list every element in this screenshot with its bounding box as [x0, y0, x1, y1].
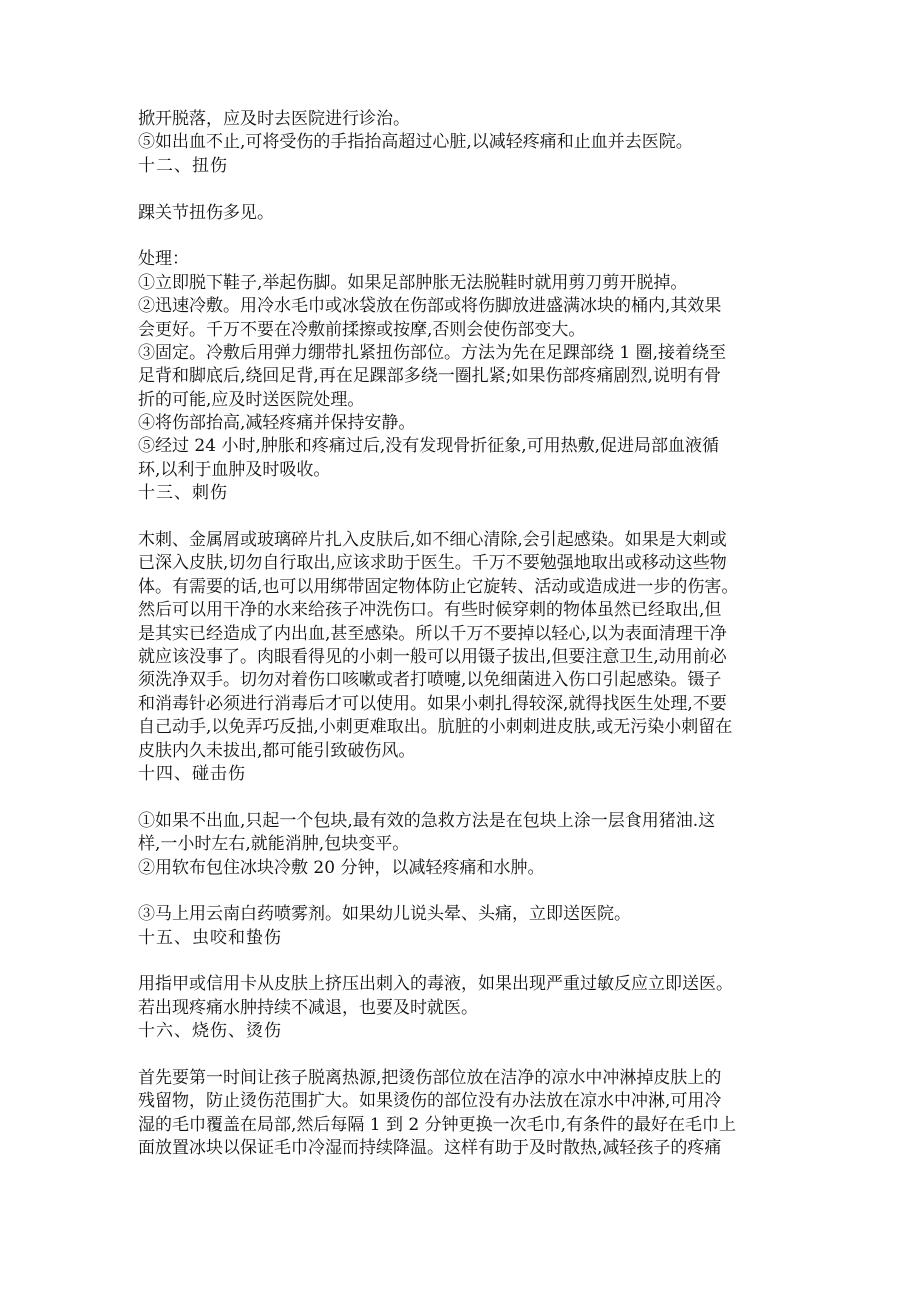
blank-line: [138, 950, 788, 973]
text-line: 和消毒针必须进行消毒后才可以使用。如果小刺扎得较深,就得找医生处理,不要: [138, 693, 727, 714]
text-line: 足背和脚底后,绕回足背,再在足踝部多绕一圈扎紧;如果伤部疼痛剧烈,说明有骨: [138, 366, 721, 387]
section-heading-sprain: 十二、扭伤: [138, 155, 228, 176]
text-line: 环,以利于血肿及时吸收。: [138, 459, 331, 480]
text-line: 样,一小时左右,就能消肿,包块变平。: [138, 834, 410, 855]
text-line: 掀开脱落，应及时去医院进行诊治。: [138, 109, 410, 129]
text-line: 湿的毛巾覆盖在局部,然后每隔 1 到 2 分钟更换一次毛巾,有条件的最好在毛巾上: [138, 1114, 737, 1135]
text-line: ⑤如出血不止,可将受伤的手指抬高超过心脏,以减轻疼痛和止血并去医院。: [138, 132, 693, 153]
blank-line: [138, 786, 788, 809]
section-heading-puncture: 十三、刺伤: [138, 483, 228, 504]
text-line: ③固定。冷敷后用弹力绷带扎紧扭伤部位。方法为先在足踝部绕 1 圈,接着绕至: [138, 342, 727, 363]
text-line: 然后可以用干净的水来给孩子冲洗伤口。有些时候穿刺的物体虽然已经取出,但: [138, 600, 722, 621]
text-line: 残留物，防止烫伤范围扩大。如果烫伤的部位没有办法放在凉水中冲淋,可用冷: [138, 1091, 722, 1112]
text-line: 木刺、金属屑或玻璃碎片扎入皮肤后,如不细心清除,会引起感染。如果是大刺或: [138, 530, 727, 551]
text-line: 是其实已经造成了内出血,甚至感染。所以千万不要掉以轻心,以为表面清理干净: [138, 623, 727, 644]
text-line: 自己动手,以免弄巧反拙,小刺更难取出。肮脏的小刺刺进皮肤,或无污染小刺留在: [138, 717, 733, 738]
section-heading-bump: 十四、碰击伤: [138, 763, 246, 784]
text-line: ②迅速冷敷。用冷水毛巾或冰袋放在伤部或将伤脚放进盛满冰块的桶内,其效果: [138, 296, 722, 317]
blank-line: [138, 178, 788, 201]
blank-line: [138, 1044, 788, 1067]
text-line: ①如果不出血,只起一个包块,最有效的急救方法是在包块上涂一层食用猪油.这: [138, 810, 716, 831]
text-line: ④将伤部抬高,减轻疼痛并保持安静。: [138, 413, 416, 434]
text-line: 体。有需要的话,也可以用绑带固定物体防止它旋转、活动或造成进一步的伤害。: [138, 576, 739, 597]
text-line: 若出现疼痛水肿持续不减退，也要及时就医。: [138, 997, 478, 1018]
document-page: [138, 108, 788, 1161]
text-line: 首先要第一时间让孩子脱离热源,把烫伤部位放在洁净的凉水中冲淋掉皮肤上的: [138, 1068, 722, 1089]
section-heading-bite: 十五、虫咬和蛰伤: [138, 927, 282, 948]
text-line: ⑤经过 24 小时,肿胀和疼痛过后,没有发现骨折征象,可用热敷,促进局部血液循: [138, 436, 720, 457]
section-heading-burn: 十六、烧伤、烫伤: [138, 1021, 282, 1042]
text-line: 就应该没事了。肉眼看得见的小刺一般可以用镊子拔出,但要注意卫生,动用前必: [138, 646, 727, 667]
blank-line: [138, 225, 788, 248]
text-line: ①立即脱下鞋子,举起伤脚。如果足部肿胀无法脱鞋时就用剪刀剪开脱掉。: [138, 272, 688, 293]
text-line: ②用软布包住冰块冷敷 20 分钟，以减轻疼痛和水肿。: [138, 857, 545, 878]
text-line: 踝关节扭伤多见。: [138, 202, 274, 223]
text-line: 会更好。千万不要在冷敷前揉擦或按摩,否则会使伤部变大。: [138, 319, 586, 340]
text-line: 处理：: [138, 249, 189, 270]
text-line: 面放置冰块以保证毛巾冷湿而持续降温。这样有助于及时散热,减轻孩子的疼痛: [138, 1138, 722, 1159]
blank-line: [138, 880, 788, 903]
text-line: 用指甲或信用卡从皮肤上挤压出刺入的毒液，如果出现严重过敏反应立即送医。: [138, 974, 733, 995]
text-line: ③马上用云南白药喷雾剂。如果幼儿说头晕、头痛，立即送医院。: [138, 904, 631, 925]
text-line: 折的可能,应及时送医院处理。: [138, 389, 365, 410]
blank-line: [138, 506, 788, 529]
text-line: 已深入皮肤,切勿自行取出,应该求助于医生。千万不要勉强地取出或移动这些物: [138, 553, 727, 574]
text-line: 皮肤内久未拔出,都可能引致破伤风。: [138, 740, 416, 761]
text-line: 须洗净双手。切勿对着伤口咳嗽或者打喷嚏,以免细菌进入伤口引起感染。镊子: [138, 670, 722, 691]
